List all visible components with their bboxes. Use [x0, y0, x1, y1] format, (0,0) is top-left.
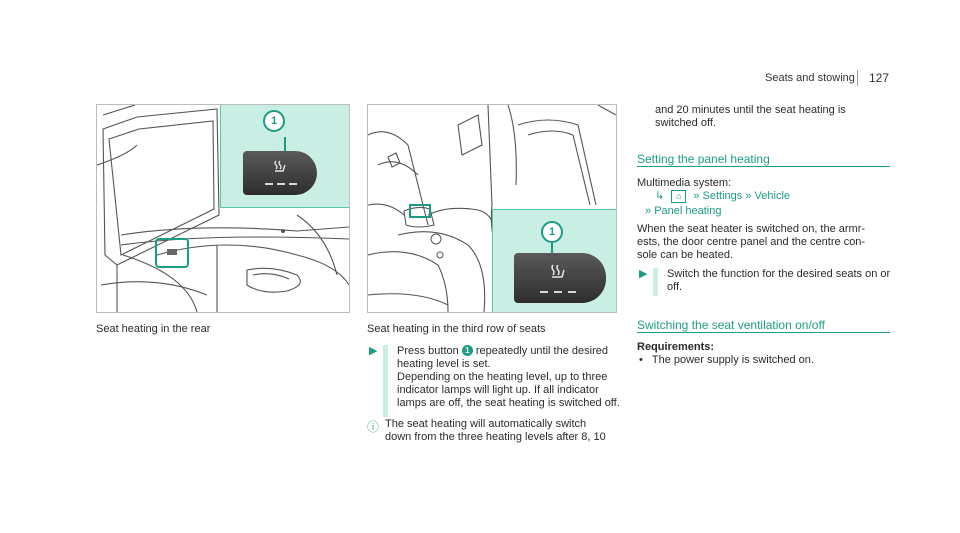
step-line: indicator lamps will light up. If all indicator: [397, 384, 599, 396]
step-highlight-bar: [653, 268, 658, 296]
body-line: sole can be heated.: [637, 249, 734, 261]
indicator-lamp-1: [265, 183, 273, 185]
nav-panel-heating: Panel heating: [654, 205, 722, 217]
note-icon: ⓘ: [367, 420, 380, 434]
section-heading-panel-heating: Setting the panel heating: [637, 152, 770, 166]
panel-heating-description: [637, 223, 897, 262]
callout-number-1: 1: [263, 110, 285, 132]
step-line: Press button 1 repeatedly until the desired: [397, 345, 608, 357]
step-line: Depending on the heating level, up to three: [397, 371, 608, 383]
seat-heat-icon: [271, 159, 291, 175]
step-highlight-bar: [383, 345, 388, 417]
note-line: switched off.: [655, 117, 716, 129]
step-line: heating level is set.: [397, 358, 491, 370]
step-arrow-icon: ▶: [369, 345, 378, 357]
note-text: [385, 418, 625, 444]
indicator-lamp-1: [540, 291, 548, 293]
seat-heating-button: [243, 151, 317, 195]
note-line: down from the three heating levels after 8, 10: [385, 431, 606, 443]
callout-leader: [551, 243, 553, 253]
section-heading-rule: [637, 332, 890, 333]
figure-rear-door: [96, 104, 350, 313]
callout-leader: [284, 137, 286, 151]
callout-badge-1: 1: [462, 345, 473, 356]
switch-detail-inset: [492, 209, 617, 313]
switch-step-text: [667, 268, 897, 294]
nav-chevron-icon: »: [645, 205, 652, 217]
home-icon: ⌂: [671, 190, 686, 203]
indicator-lamp-3: [568, 291, 576, 293]
requirement-item: [639, 354, 814, 367]
requirement-text: The power supply is switched on.: [651, 354, 814, 366]
body-line: When the seat heater is switched on, the armr-: [637, 223, 866, 235]
seat-heat-icon: [548, 263, 570, 281]
step-line: Switch the function for the desired seats on or: [667, 268, 891, 280]
section-heading-seat-ventilation: Switching the seat ventilation on/off: [637, 318, 825, 332]
step-line: off.: [667, 281, 683, 293]
nav-vehicle: Vehicle: [754, 190, 791, 202]
nav-chevron-icon: »: [745, 190, 752, 202]
indicator-lamp-2: [554, 291, 562, 293]
header-divider: [857, 70, 858, 86]
seat-heating-button: [514, 253, 606, 303]
requirements-label: Requirements:: [637, 341, 715, 353]
note-line: The seat heating will automatically switch: [385, 418, 587, 430]
nav-settings: Settings: [702, 190, 743, 202]
figure-caption-third-row: Seat heating in the third row of seats: [367, 323, 546, 335]
section-heading-rule: [637, 166, 890, 167]
nav-return-arrow-icon: ↳: [655, 190, 665, 202]
note-line: and 20 minutes until the seat heating is: [655, 104, 846, 116]
multimedia-label: Multimedia system:: [637, 177, 732, 189]
figure-caption-rear: Seat heating in the rear: [96, 323, 211, 335]
indicator-lamp-2: [277, 183, 285, 185]
bullet-icon: •: [639, 354, 643, 366]
switch-detail-inset: [220, 104, 350, 208]
figure-third-row: [367, 104, 617, 313]
page-number: 127: [869, 71, 890, 85]
step-line: lamps are off, the seat heating is switched off.: [397, 397, 620, 409]
running-header-section: Seats and stowing: [765, 72, 855, 84]
callout-number-1: 1: [541, 221, 563, 243]
indicator-lamp-3: [289, 183, 297, 185]
nav-path: [655, 190, 790, 203]
nav-path-second-line: [645, 205, 721, 218]
nav-chevron-icon: »: [693, 190, 700, 202]
continued-note-text: [655, 104, 885, 130]
body-line: ests, the door centre panel and the centre con-: [637, 236, 866, 248]
step-instructions: [397, 345, 622, 410]
step-arrow-icon: ▶: [639, 268, 648, 280]
